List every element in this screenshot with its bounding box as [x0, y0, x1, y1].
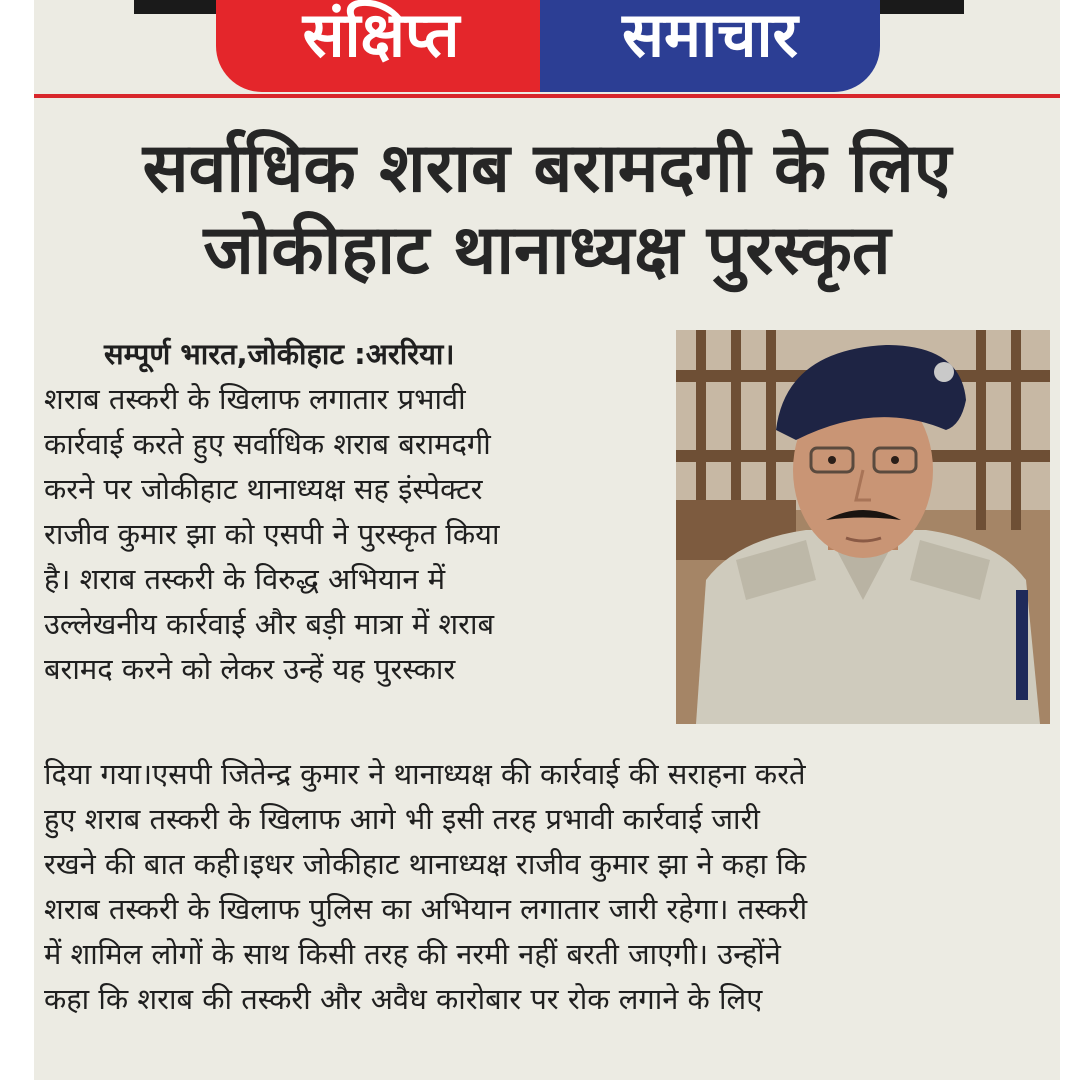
left-page-margin: [0, 0, 34, 1080]
banner-divider: [34, 94, 1060, 98]
banner-right-label: समाचार: [622, 0, 798, 71]
article-dateline: सम्पूर्ण भारत,जोकीहाट :अररिया।: [104, 337, 455, 371]
section-banner: [34, 0, 1060, 100]
column-line: उल्लेखनीय कार्रवाई और बड़ी मात्रा में शराब: [44, 607, 495, 641]
article-wide-text: [44, 752, 1052, 1022]
column-line: करने पर जोकीहाट थानाध्यक्ष सह इंस्पेक्टर: [44, 472, 483, 506]
article-column-text: [44, 332, 652, 692]
wide-line: में शामिल लोगों के साथ किसी तरह की नरमी नहीं बरती जाएगी। उन्होंने: [44, 937, 781, 971]
wide-line: रखने की बात कही।इधर जोकीहाट थानाध्यक्ष राजीव कुमार झा ने कहा कि: [44, 847, 807, 881]
wide-line: हुए शराब तस्करी के खिलाफ आगे भी इसी तरह प्रभावी कार्रवाई जारी: [44, 802, 760, 836]
officer-portrait-icon: [676, 330, 1050, 724]
column-line: शराब तस्करी के खिलाफ लगातार प्रभावी: [44, 382, 466, 416]
column-line: बरामद करने को लेकर उन्हें यह पुरस्कार: [44, 652, 456, 686]
headline-line-1: सर्वाधिक शराब बरामदगी के लिए: [142, 129, 952, 208]
police-officer-photo: [676, 330, 1050, 724]
wide-line: दिया गया।एसपी जितेन्द्र कुमार ने थानाध्यक्ष की कार्रवाई की सराहना करते: [44, 757, 806, 791]
wide-line: कहा कि शराब की तस्करी और अवैध कारोबार पर रोक लगाने के लिए: [44, 982, 763, 1016]
newspaper-clipping: [34, 0, 1060, 1080]
column-line: कार्रवाई करते हुए सर्वाधिक शराब बरामदगी: [44, 427, 491, 461]
banner-left-label: संक्षिप्त: [302, 0, 460, 71]
article-headline: [34, 128, 1060, 292]
wide-line: शराब तस्करी के खिलाफ पुलिस का अभियान लगातार जारी रहेगा। तस्करी: [44, 892, 808, 926]
column-line: है। शराब तस्करी के विरुद्ध अभियान में: [44, 562, 446, 596]
right-page-margin: [1060, 0, 1080, 1080]
column-line: राजीव कुमार झा को एसपी ने पुरस्कृत किया: [44, 517, 500, 551]
headline-line-2: जोकीहाट थानाध्यक्ष पुरस्कृत: [203, 211, 891, 290]
